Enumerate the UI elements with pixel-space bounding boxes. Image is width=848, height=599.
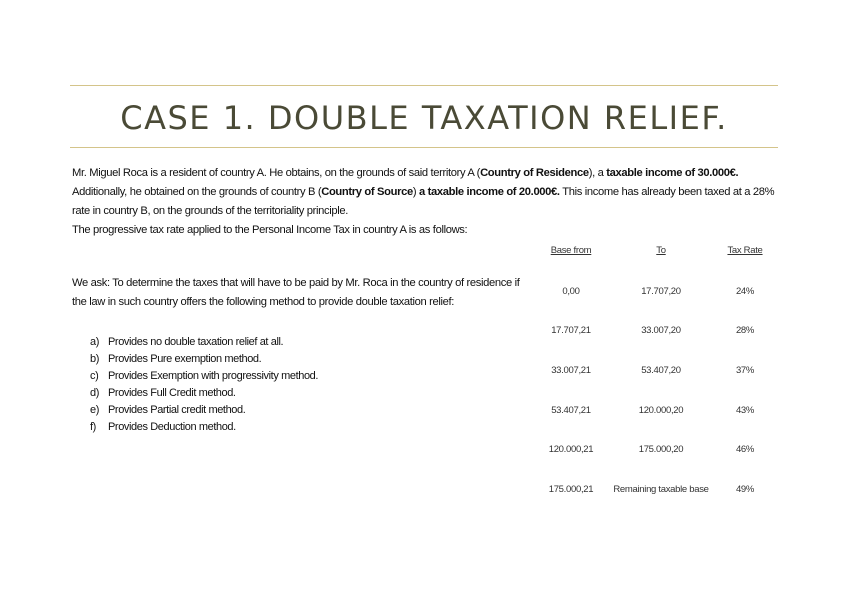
- table-cell: Remaining taxable base: [613, 484, 709, 495]
- table-header-to: To: [656, 245, 666, 256]
- option-item: b) Provides Pure exemption method.: [90, 353, 262, 365]
- table-cell: 0,00: [562, 286, 580, 297]
- option-item: a) Provides no double taxation relief at all.: [90, 336, 284, 348]
- taxable-income-a: taxable income of 30.000€.: [606, 167, 739, 179]
- table-cell: 28%: [735, 325, 755, 336]
- table-cell: 24%: [735, 286, 755, 297]
- taxable-income-b: a taxable income of 20.000€.: [419, 186, 560, 198]
- table-cell: 53.407,21: [551, 405, 591, 416]
- table-header-tax-rate: Tax Rate: [727, 245, 763, 256]
- table-cell: 53.407,20: [641, 365, 681, 376]
- title-bottom-rule: [70, 147, 778, 148]
- options-list: [90, 334, 318, 436]
- page-title: CASE 1. DOUBLE TAXATION RELIEF.: [120, 99, 728, 137]
- table-cell: 120.000,21: [548, 444, 594, 455]
- option-item: e) Provides Partial credit method.: [90, 404, 246, 416]
- table-cell: 46%: [735, 444, 755, 455]
- country-of-source-label: Country of Source: [321, 186, 413, 198]
- case-description: Mr. Miguel Roca is a resident of country A. He obtains, on the grounds of said territory A (Country of Residence), a taxable income of 30.000€. Additionally, he obtained on the grounds of country B (Country of Source) a taxable income of 20.000€. This income has already been taxed at a 28% rate in country B, on the grounds of the territoriality principle.: [72, 167, 775, 217]
- table-cell: 37%: [735, 365, 755, 376]
- title-top-rule: [70, 85, 778, 86]
- table-cell: 49%: [735, 484, 755, 495]
- option-item: c) Provides Exemption with progressivity method.: [90, 370, 319, 382]
- option-item: f) Provides Deduction method.: [90, 421, 236, 433]
- country-of-residence-label: Country of Residence: [480, 167, 589, 179]
- table-cell: 175.000,21: [548, 484, 594, 495]
- option-item: d) Provides Full Credit method.: [90, 387, 236, 399]
- table-cell: 33.007,21: [551, 365, 591, 376]
- table-cell: 33.007,20: [641, 325, 681, 336]
- table-cell: 17.707,21: [551, 325, 591, 336]
- question-text: We ask: To determine the taxes that will have to be paid by Mr. Roca in the country of residence if the law in such country offers the following method to provide double taxation relief:: [72, 277, 520, 308]
- table-header-base-from: Base from: [550, 245, 592, 256]
- table-cell: 175.000,20: [638, 444, 684, 455]
- table-cell: 43%: [735, 405, 755, 416]
- progressive-rate-intro: The progressive tax rate applied to the Personal Income Tax in country A is as follows:: [72, 224, 468, 236]
- table-cell: 120.000,20: [638, 405, 684, 416]
- table-cell: 17.707,20: [641, 286, 681, 297]
